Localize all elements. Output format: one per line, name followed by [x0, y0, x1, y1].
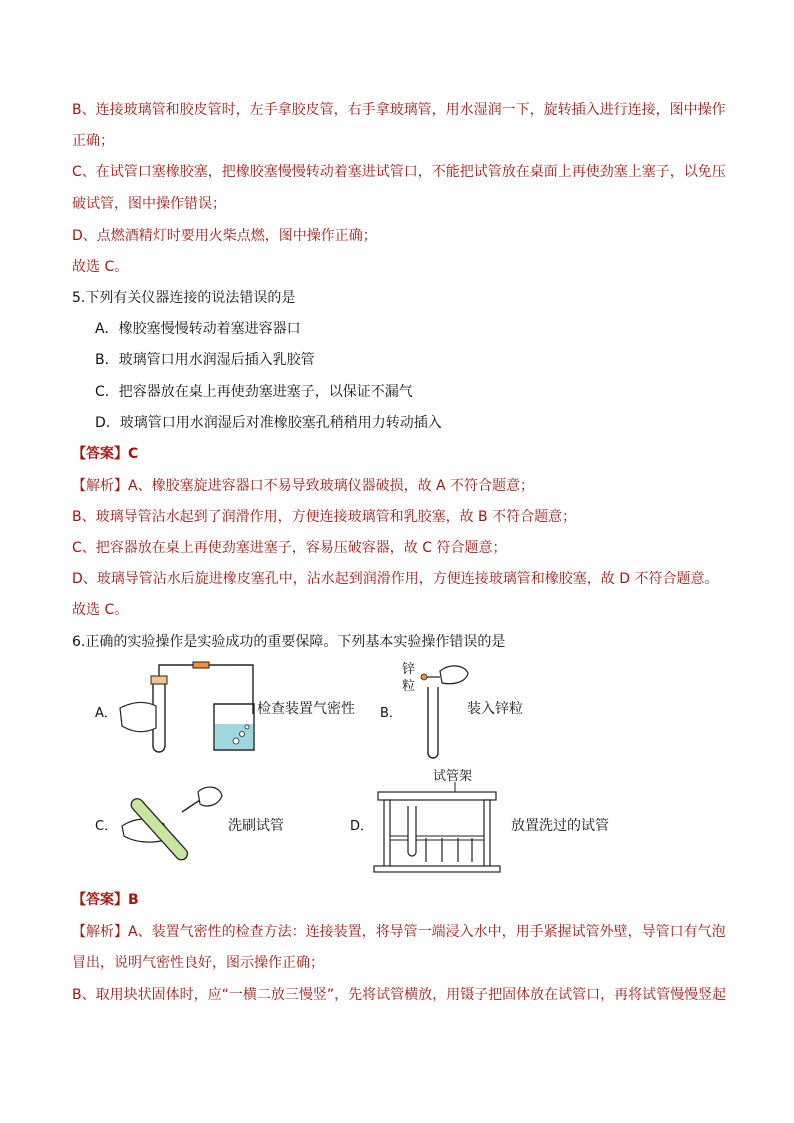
q5-option-c: C．把容器放在桌上再使劲塞进塞子，以保证不漏气: [95, 384, 413, 400]
q5-analysis-a: 【解析】A、橡胶塞旋进容器口不易导致玻璃仪器破损，故 A 不符合题意；: [72, 478, 535, 494]
figure-b-caption: 装入锌粒: [467, 701, 523, 717]
q6-analysis-a2: 冒出，说明气密性良好，图示操作正确；: [72, 955, 324, 971]
q6-analysis-b: B、取用块状固体时，应“一横二放三慢竖”，先将试管横放，用镊子把固体放在试管口，再将试管慢慢竖起: [72, 987, 727, 1003]
figure-c-caption: 洗刷试管: [228, 818, 284, 834]
q6-answer: 【答案】B: [72, 892, 139, 908]
figure-c-label: C．: [95, 819, 118, 834]
q5-option-a: A．橡胶塞慢慢转动着塞进容器口: [95, 321, 301, 337]
figure-a-airtightness-check: [118, 660, 263, 760]
figure-d-caption: 放置洗过的试管: [511, 818, 609, 834]
q6-analysis-a1: 【解析】A、装置气密性的检查方法：连接装置，将导管一端浸入水中，用手紧握试管外壁，导管口有气泡: [72, 924, 726, 940]
figure-d-tag-rack: 试管架: [433, 769, 473, 784]
prev-explanation-b-line1: B、连接玻璃管和胶皮管时，左手拿胶皮管，右手拿玻璃管，用水湿润一下，旋转插入进行连接，图中操作: [72, 102, 726, 118]
figure-b-tag-zinc-2: 粒: [402, 679, 416, 694]
prev-explanation-b-line2: 正确；: [72, 133, 114, 149]
q6-stem: 6.正确的实验操作是实验成功的重要保障。下列基本实验操作错误的是: [72, 634, 506, 650]
q5-stem: 5.下列有关仪器连接的说法错误的是: [72, 290, 296, 306]
figure-d-label: D．: [350, 819, 374, 834]
figure-d-test-tube-rack: [372, 782, 502, 874]
q5-analysis-d: D、玻璃导管沾水后旋进橡皮塞孔中，沾水起到润滑作用，方便连接玻璃管和橡胶塞，故 D 不符合题意。: [72, 571, 719, 587]
q5-analysis-b: B、玻璃导管沾水起到了润滑作用，方便连接玻璃管和乳胶塞，故 B 不符合题意；: [72, 509, 577, 525]
figure-c-tube-brushing: [120, 782, 225, 862]
q5-answer: 【答案】C: [72, 446, 139, 462]
figure-b-label: B．: [380, 706, 402, 721]
q5-conclusion: 故选 C。: [72, 602, 129, 618]
figure-b-tag-zinc-1: 锌: [402, 662, 416, 677]
prev-explanation-d-line: D、点燃酒精灯时要用火柴点燃，图中操作正确；: [72, 228, 377, 244]
prev-explanation-c-line1: C、在试管口塞橡胶塞，把橡胶塞慢慢转动着塞进试管口，不能把试管放在桌面上再使劲塞上塞子，以免压: [72, 164, 726, 180]
figure-a-label: A．: [95, 706, 117, 721]
figure-a-caption: 检查装置气密性: [257, 701, 355, 717]
prev-explanation-conclusion: 故选 C。: [72, 259, 129, 275]
prev-explanation-c-line2: 破试管，图中操作错误；: [72, 196, 226, 212]
q5-option-d: D．玻璃管口用水润湿后对准橡胶塞孔稍稍用力转动插入: [95, 415, 442, 431]
q5-analysis-c: C、把容器放在桌上再使劲塞进塞子，容易压破容器，故 C 符合题意；: [72, 540, 507, 556]
q5-option-b: B．玻璃管口用水润湿后插入乳胶管: [95, 352, 315, 368]
